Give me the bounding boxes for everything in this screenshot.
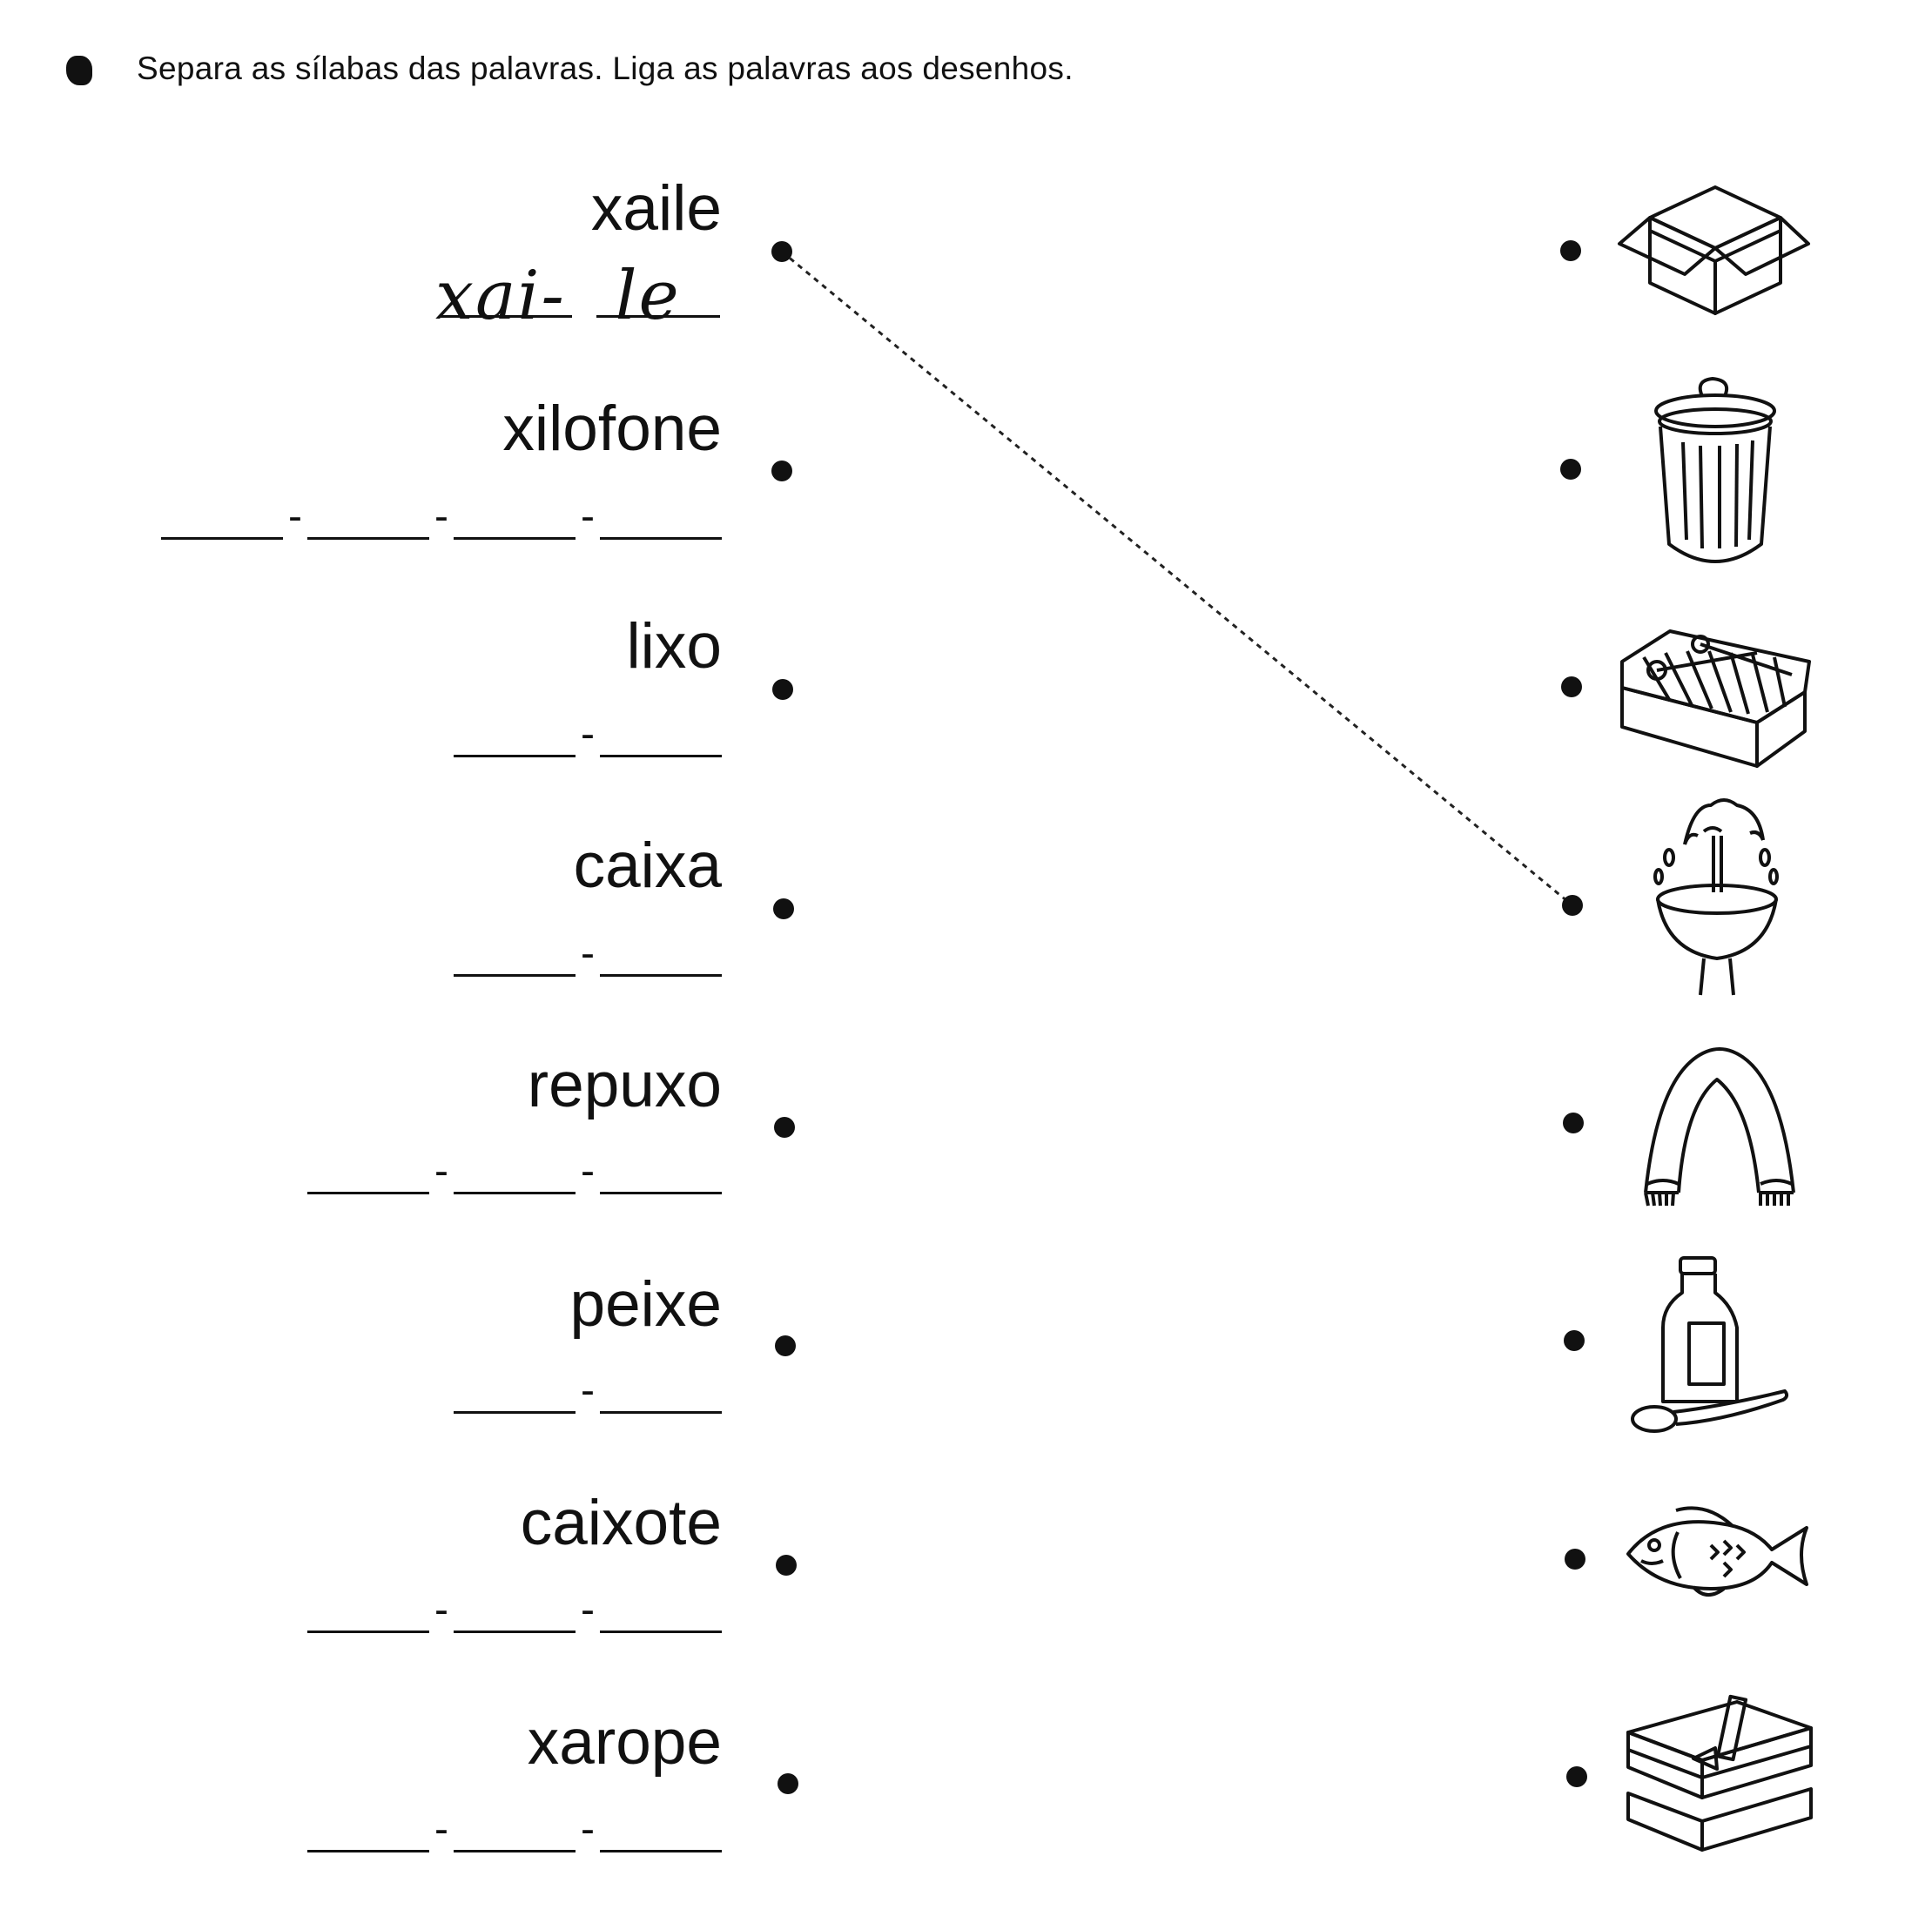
word-dot-repuxo[interactable] <box>774 1117 795 1138</box>
picture-dot-box[interactable] <box>1560 240 1581 261</box>
trash-can-icon <box>1650 374 1781 570</box>
picture-dot-syrup[interactable] <box>1564 1330 1585 1351</box>
picture-dot-crate[interactable] <box>1566 1766 1587 1787</box>
word-xilofone: xilofone <box>502 393 722 464</box>
word-xarope: xarope <box>527 1707 722 1778</box>
word-repuxo: repuxo <box>527 1050 722 1120</box>
syllable-blanks-repuxo[interactable]: - - <box>307 1151 722 1194</box>
picture-dot-fountain[interactable] <box>1562 895 1583 916</box>
picture-dot-fish[interactable] <box>1565 1549 1585 1570</box>
fish-icon <box>1624 1502 1815 1606</box>
picture-dot-trash-can[interactable] <box>1560 459 1581 480</box>
syllable-blanks-caixa[interactable]: - <box>454 933 722 977</box>
syllable-blanks-lixo[interactable]: - <box>454 714 722 757</box>
word-dot-caixote[interactable] <box>776 1555 797 1576</box>
scarf-icon <box>1637 1045 1802 1210</box>
word-peixe: peixe <box>569 1269 722 1340</box>
picture-dot-xylophone[interactable] <box>1561 676 1582 697</box>
picture-dot-scarf[interactable] <box>1563 1113 1584 1133</box>
syllable-blanks-caixote[interactable]: - - <box>307 1590 722 1633</box>
word-caixa: caixa <box>573 830 722 901</box>
word-dot-caixa[interactable] <box>773 898 794 919</box>
syllable-blanks-xarope[interactable]: - - <box>307 1809 722 1852</box>
word-caixote: caixote <box>520 1488 722 1558</box>
word-dot-xarope[interactable] <box>778 1773 798 1794</box>
instruction-text: Separa as sílabas das palavras. Liga as palavras aos desenhos. <box>137 50 1074 86</box>
xylophone-icon <box>1618 627 1814 770</box>
example-syllable-1: xai- <box>435 257 566 335</box>
word-dot-xaile[interactable] <box>771 241 792 262</box>
syllable-blanks-peixe[interactable]: - <box>454 1370 722 1414</box>
word-xaile: xaile <box>590 173 722 244</box>
syrup-bottle-icon <box>1628 1254 1789 1441</box>
word-dot-lixo[interactable] <box>772 679 793 700</box>
box-icon <box>1615 178 1815 318</box>
fountain-icon <box>1650 797 1781 997</box>
example-syllable-2: le <box>615 257 681 335</box>
word-lixo: lixo <box>626 611 722 682</box>
word-dot-xilofone[interactable] <box>771 461 792 481</box>
syllable-blanks-xilofone[interactable]: - - - <box>161 496 722 540</box>
crate-icon <box>1619 1689 1815 1854</box>
word-dot-peixe[interactable] <box>775 1335 796 1356</box>
